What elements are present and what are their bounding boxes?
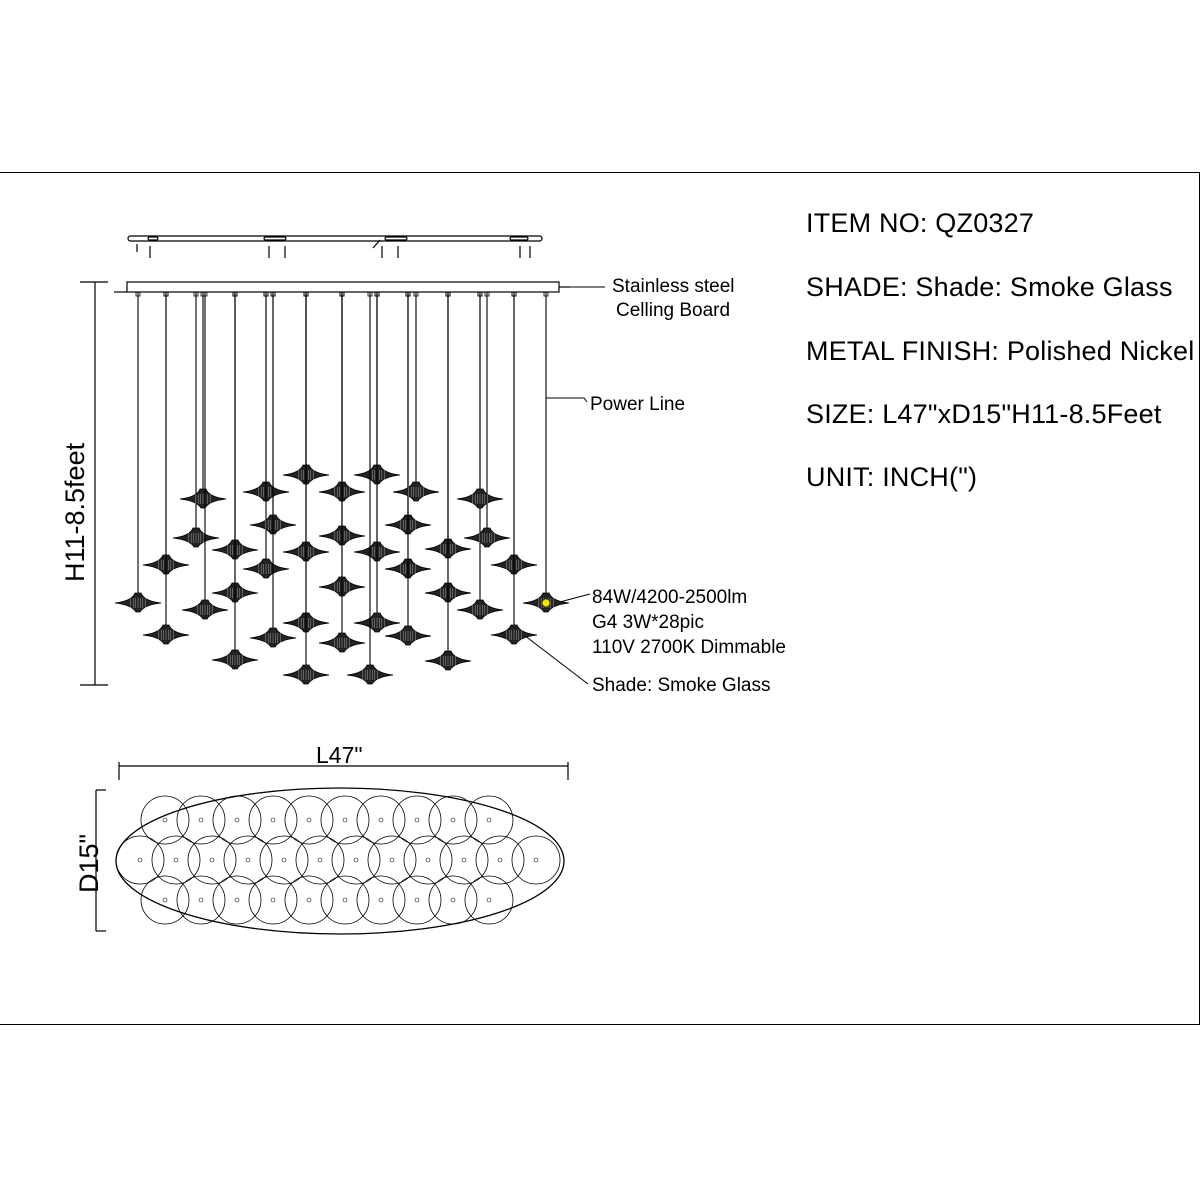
length-dimension-label: L47" <box>316 742 363 768</box>
height-dimension-label: H11-8.5feet <box>60 442 90 582</box>
pendant <box>143 292 189 644</box>
top-view-shade <box>213 876 261 924</box>
depth-dimension-label: D15" <box>74 833 104 893</box>
top-view-shade <box>116 836 164 884</box>
mounting-rail <box>128 236 542 258</box>
top-view-shade <box>465 876 513 924</box>
shade-label: Shade: Smoke Glass <box>592 675 771 696</box>
pendant <box>425 292 471 670</box>
pendant <box>180 292 226 508</box>
spec-unit: UNIT: INCH(") <box>806 462 978 492</box>
pendant-group <box>115 292 569 684</box>
lamp-spec-line3: 110V 2700K Dimmable <box>592 637 786 658</box>
ceiling-board <box>114 282 570 292</box>
pendant <box>212 292 258 669</box>
spec-size: SIZE: L47"xD15"H11-8.5Feet <box>806 399 1162 429</box>
pendant <box>457 292 503 508</box>
spec-metal-finish: METAL FINISH: Polished Nickel <box>806 336 1195 366</box>
lamp-spec-line1: 84W/4200-2500lm <box>592 587 748 608</box>
top-view-shade <box>141 876 189 924</box>
top-view-circles <box>116 796 560 924</box>
top-view-outline <box>116 788 564 934</box>
power-line-label: Power Line <box>590 394 686 415</box>
top-view-shade <box>321 876 369 924</box>
board-label-line1: Stainless steel <box>612 276 735 297</box>
top-view-shade <box>177 876 225 924</box>
pendant <box>173 292 219 547</box>
pendant <box>464 292 510 547</box>
bulb-icon <box>542 599 550 607</box>
top-view-shade <box>285 876 333 924</box>
pendant <box>393 292 439 501</box>
pendant <box>243 292 289 578</box>
spec-item-no: ITEM NO: QZ0327 <box>806 208 1035 238</box>
pendant <box>319 292 365 652</box>
top-view-shade <box>512 836 560 884</box>
pendant <box>385 292 431 645</box>
pendant <box>283 292 329 684</box>
pendant <box>182 292 228 619</box>
spec-shade: SHADE: Shade: Smoke Glass <box>806 272 1173 302</box>
pendant <box>491 292 537 644</box>
pendant <box>354 292 400 632</box>
top-view-shade <box>429 876 477 924</box>
board-label-line2: Celling Board <box>616 300 731 321</box>
top-view-shade <box>393 876 441 924</box>
lamp-spec-line2: G4 3W*28pic <box>592 612 704 633</box>
top-view-shade <box>249 876 297 924</box>
top-view-shade <box>357 876 405 924</box>
pendant <box>250 292 296 647</box>
